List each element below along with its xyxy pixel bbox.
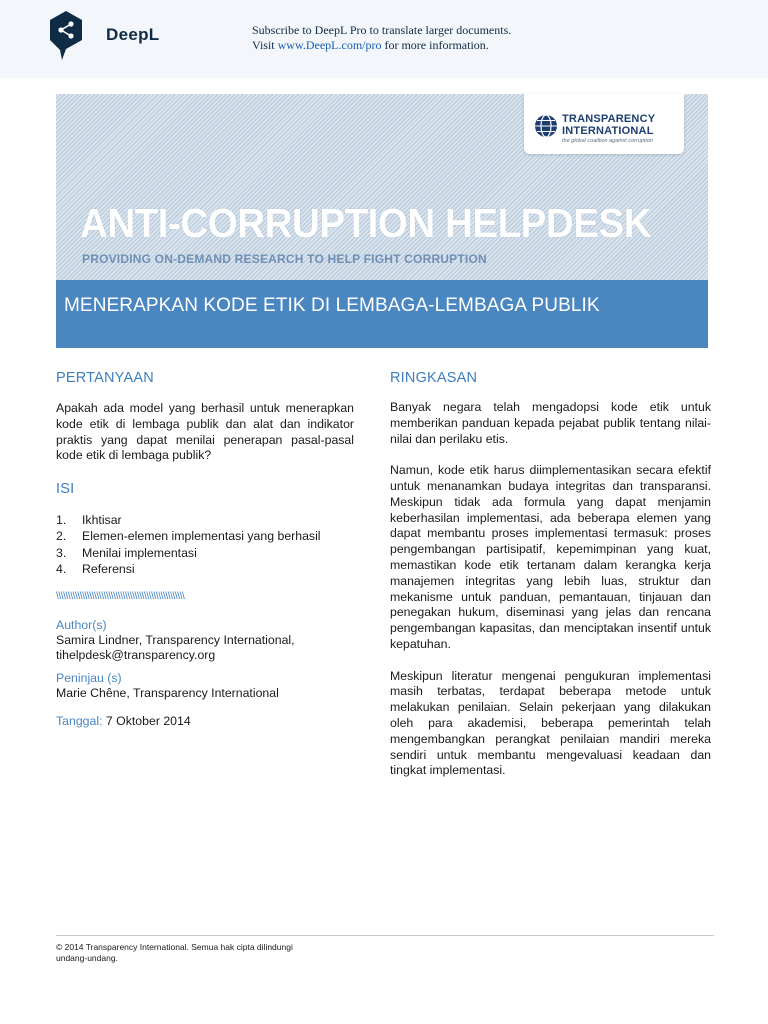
transparency-international-logo [524,94,684,154]
date-value: 7 Oktober 2014 [102,714,191,728]
summary-paragraph-3: Meskipun literatur mengenai pengukuran implementasi masih terbatas, terdapat beberapa metode untuk melakukan penilaian. Selain pekerjaan yang dilakukan oleh para akademisi, beberapa pemerintah telah mengembangkan perangkat penilaian mandiri mereka sendiri untuk membantu mengevaluasi keadaan dan tingkat implementasi. [390,668,711,778]
ti-globe-icon [534,114,558,138]
ti-tagline: the global coalition against corruption [562,138,653,144]
helpdesk-subtitle: PROVIDING ON-DEMAND RESEARCH TO HELP FIGHT CORRUPTION [82,252,487,266]
toc-number: 3. [56,545,67,560]
toc-label: Ikhtisar [82,513,122,528]
toc-label: Referensi [82,561,135,576]
toc-item[interactable] [56,528,354,544]
reviewer-label: Peninjau (s) [56,671,122,685]
toc-label: Elemen-elemen implementasi yang berhasil [82,529,321,544]
authors-line1: Samira Lindner, Transparency International, [56,633,295,647]
toc-number: 2. [56,529,67,544]
deepl-message-line1: Subscribe to DeepL Pro to translate larger documents. [252,23,512,37]
document-title-bar [56,280,708,348]
deepl-logo-icon[interactable] [48,10,84,62]
toc-item[interactable] [56,512,354,528]
footer-divider [56,935,714,936]
left-column [56,370,354,729]
right-column [390,370,711,779]
toc-number: 1. [56,513,67,528]
deepl-notice-bar [0,0,768,78]
footer-copyright: © 2014 Transparency International. Semua hak cipta dilindungi undang-undang. [56,942,293,963]
deepl-upgrade-message [252,23,511,53]
authors-email[interactable]: tihelpdesk@transparency.org [56,648,216,662]
summary-heading: RINGKASAN [390,370,478,386]
section-separator: \\\\\\\\\\\\\\\\\\\\\\\\\\\\\\\\\\\\\\\\\\\\\\\\\\\\\\ [56,591,185,602]
toc-item[interactable] [56,561,354,577]
deepl-visit-prefix: Visit [252,38,278,52]
date-label: Tanggal: [56,714,103,728]
summary-paragraph-2: Namun, kode etik harus diimplementasikan secara efektif untuk menanamkan budaya integritas dan transparansi. Meskipun tidak ada formula yang dapat menjamin keberhasilan implementasi, ada beberapa elemen yang dapat membantu proses implementasi termasuk: proses pengembangan partisipatif, kepemimpinan yang kuat, memastikan kode etik tertanam dalam kerangka kerja manajemen integritas yang lebih luas, struktur dan mekanisme untuk panduan, pemantauan, tinjauan dan penegakan hukum, diseminasi yang jelas dan rencana pengembangan kapasitas, dan menciptakan insentif untuk kepatuhan. [390,463,711,651]
deepl-message-line2 [252,38,511,53]
date-line [56,714,354,729]
toc-number: 4. [56,561,67,576]
deepl-brand: DeepL [106,25,160,44]
helpdesk-title: ANTI-CORRUPTION HELPDESK [80,200,652,246]
deepl-pro-link[interactable]: www.DeepL.com/pro [277,38,382,52]
table-of-contents [56,512,354,577]
document-title: MENERAPKAN KODE ETIK DI LEMBAGA-LEMBAGA PUBLIK [64,295,600,316]
helpdesk-banner [56,94,708,280]
deepl-visit-suffix: for more information. [381,38,489,52]
authors-label: Author(s) [56,618,107,632]
ti-name-line2: INTERNATIONAL [562,125,654,137]
summary-paragraph-1: Banyak negara telah mengadopsi kode etik untuk memberikan panduan kepada pejabat publik tentang nilai-nilai dan perilaku etis. [390,400,711,446]
contents-heading: ISI [56,481,75,498]
reviewer-value: Marie Chêne, Transparency International [56,686,279,700]
toc-item[interactable] [56,545,354,561]
ti-name-line1: TRANSPARENCY [562,113,656,125]
question-text: Apakah ada model yang berhasil untuk menerapkan kode etik di lembaga publik dan alat dan indikator praktis yang dapat menilai penerapan pasal-pasal kode etik di lembaga publik? [56,401,354,463]
question-heading: PERTANYAAN [56,370,154,386]
toc-label: Menilai implementasi [82,545,197,560]
